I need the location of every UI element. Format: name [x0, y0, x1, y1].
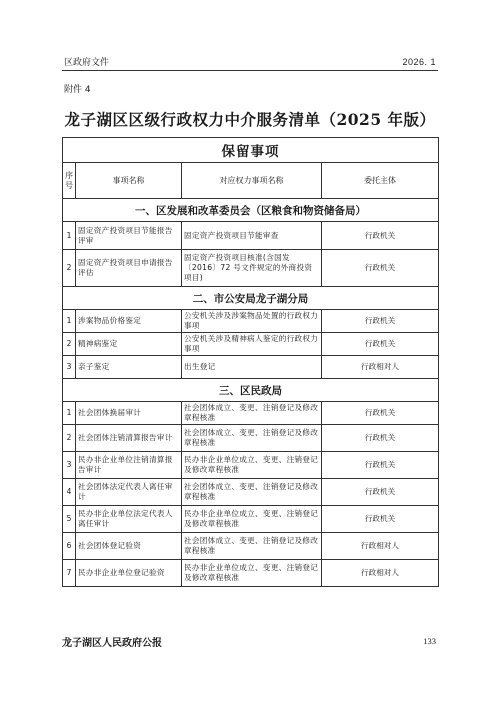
footer-publication: 龙子湖区人民政府公报 — [62, 638, 162, 649]
table-body — [63, 138, 439, 587]
table-row — [63, 425, 439, 452]
table-row — [63, 506, 439, 533]
section-header-row — [63, 287, 439, 310]
entrusting-party: 行政机关 — [322, 506, 439, 533]
entrusting-party: 行政相对人 — [322, 533, 439, 560]
entrusting-party: 行政相对人 — [322, 560, 439, 587]
item-name: 社会团体换届审计 — [76, 402, 182, 425]
power-item-name: 固定资产投资项目核准(含国发〔2016〕72 号文件规定的外商投资项目) — [182, 250, 322, 287]
item-name: 社会团体登记验资 — [76, 533, 182, 560]
row-number: 3 — [63, 356, 76, 379]
col-header-agent: 委托主体 — [322, 163, 439, 199]
column-header-row — [63, 163, 439, 199]
header-issue-number: 2026. 1 — [402, 56, 436, 67]
table-row — [63, 310, 439, 333]
item-name: 固定资产投资项目申请报告评估 — [76, 250, 182, 287]
row-number: 1 — [63, 222, 76, 250]
table-row — [63, 333, 439, 356]
col-header-power: 对应权力事项名称 — [182, 163, 322, 199]
section-header-row — [63, 199, 439, 222]
page-number: 133 — [423, 636, 436, 646]
item-name: 社会团体法定代表人离任审计 — [76, 479, 182, 506]
row-number: 2 — [63, 333, 76, 356]
table-row — [63, 560, 439, 587]
table-row — [63, 356, 439, 379]
power-item-name: 民办非企业单位成立、变更、注销登记及修改章程核准 — [182, 560, 322, 587]
table-row — [63, 402, 439, 425]
col-header-no: 序号 — [63, 163, 76, 199]
row-number: 1 — [63, 402, 76, 425]
power-item-name: 社会团体成立、变更、注销登记及修改章程核准 — [182, 533, 322, 560]
entrusting-party: 行政机关 — [322, 479, 439, 506]
item-name: 民办非企业单位法定代表人离任审计 — [76, 506, 182, 533]
row-number: 4 — [63, 479, 76, 506]
table-row — [63, 479, 439, 506]
power-item-name: 固定资产投资项目节能审查 — [182, 222, 322, 250]
row-number: 2 — [63, 425, 76, 452]
power-item-name: 出生登记 — [182, 356, 322, 379]
entrusting-party: 行政机关 — [322, 452, 439, 479]
power-item-name: 民办非企业单位成立、变更、注销登记及修改章程核准 — [182, 452, 322, 479]
entrusting-party: 行政机关 — [322, 222, 439, 250]
row-number: 2 — [63, 250, 76, 287]
section-title: 二、市公安局龙子湖分局 — [63, 287, 439, 310]
item-name: 亲子鉴定 — [76, 356, 182, 379]
item-name: 涉案物品价格鉴定 — [76, 310, 182, 333]
power-item-name: 社会团体成立、变更、注销登记及修改章程核准 — [182, 425, 322, 452]
page-title: 龙子湖区区级行政权力中介服务清单（2025 年版） — [64, 110, 436, 129]
section-header-row — [63, 379, 439, 402]
header-rule — [62, 70, 438, 71]
item-name: 社会团体注销清算报告审计 — [76, 425, 182, 452]
power-item-name: 社会团体成立、变更、注销登记及修改章程核准 — [182, 402, 322, 425]
entrusting-party: 行政机关 — [322, 333, 439, 356]
power-item-name: 社会团体成立、变更、注销登记及修改章程核准 — [182, 479, 322, 506]
entrusting-party: 行政相对人 — [322, 356, 439, 379]
item-name: 民办非企业单位登记验资 — [76, 560, 182, 587]
table-row — [63, 533, 439, 560]
entrusting-party: 行政机关 — [322, 250, 439, 287]
row-number: 1 — [63, 310, 76, 333]
power-item-name: 公安机关涉及涉案物品处置的行政权力事项 — [182, 310, 322, 333]
running-header — [64, 54, 436, 69]
power-item-name: 民办非企业单位成立、变更、注销登记及修改章程核准 — [182, 506, 322, 533]
table-row — [63, 250, 439, 287]
section-title: 一、区发展和改革委员会（区粮食和物资储备局） — [63, 199, 439, 222]
row-number: 6 — [63, 533, 76, 560]
section-title: 三、区民政局 — [63, 379, 439, 402]
header-doc-type: 区政府文件 — [64, 58, 110, 68]
entrusting-party: 行政机关 — [322, 402, 439, 425]
col-header-name: 事项名称 — [76, 163, 182, 199]
entrusting-party: 行政机关 — [322, 310, 439, 333]
item-name: 固定资产投资项目节能报告评审 — [76, 222, 182, 250]
table-row — [63, 452, 439, 479]
service-list-table — [62, 137, 439, 587]
attachment-label: 附件 4 — [64, 85, 91, 95]
entrusting-party: 行政机关 — [322, 425, 439, 452]
power-item-name: 公安机关涉及精神病人鉴定的行政权力事项 — [182, 333, 322, 356]
item-name: 民办非企业单位注销清算报告审计 — [76, 452, 182, 479]
table-row — [63, 222, 439, 250]
row-number: 5 — [63, 506, 76, 533]
item-name: 精神病鉴定 — [76, 333, 182, 356]
row-number: 3 — [63, 452, 76, 479]
table-caption: 保留事项 — [63, 138, 439, 163]
row-number: 7 — [63, 560, 76, 587]
table-caption-row — [63, 138, 439, 163]
